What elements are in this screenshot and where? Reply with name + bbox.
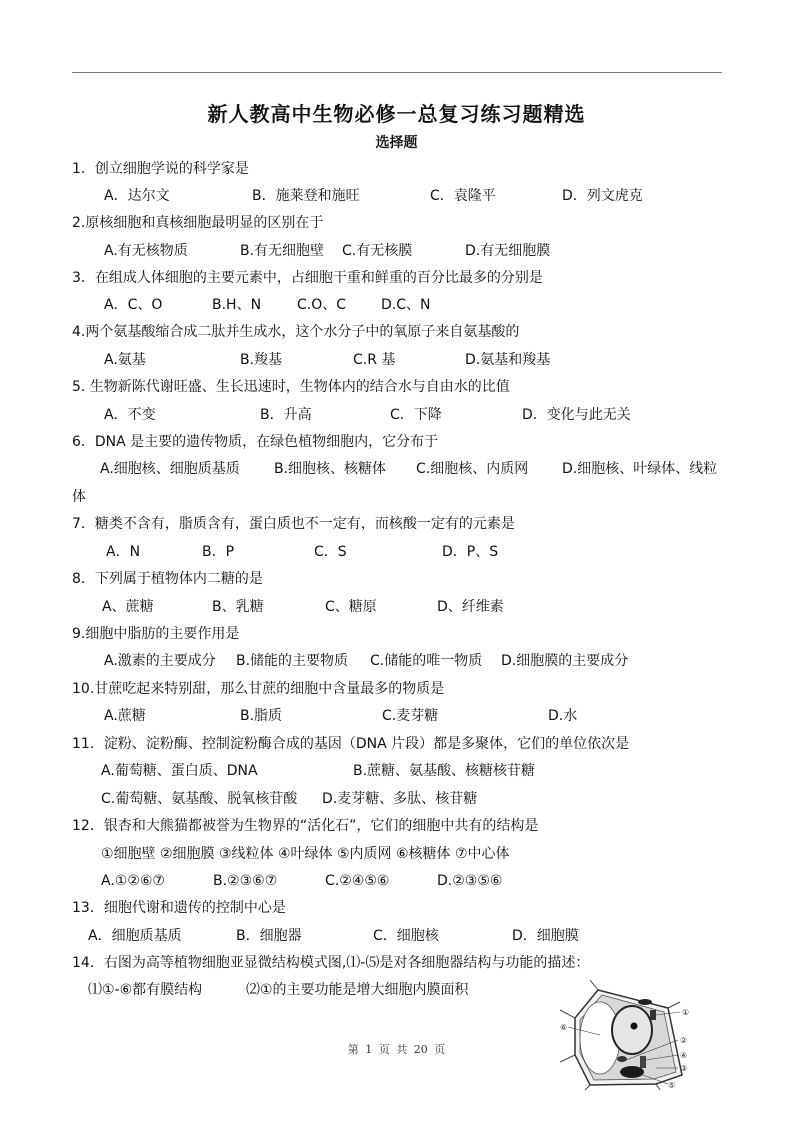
q13-option-b: B．细胞器 [236, 928, 302, 944]
section-heading: 选择题 [375, 135, 418, 151]
q11-option-d: D.麦芽糖、多肽、核苷糖 [322, 791, 478, 807]
q8-option-d: D、纤维素 [437, 599, 504, 615]
q14-statement-2: ⑵①的主要功能是增大细胞内膜面积 [246, 982, 469, 998]
q12-option-d: D.②③⑤⑥ [437, 873, 503, 889]
q7-option-c: C．S [314, 544, 347, 560]
q11-option-b: B.蔗糖、氨基酸、核糖核苷糖 [353, 763, 536, 779]
q8-option-c: C、糖原 [325, 599, 377, 615]
q13-option-c: C．细胞核 [373, 928, 439, 944]
q1-option-c: C．袁隆平 [430, 188, 496, 204]
q9-option-c: C.储能的唯一物质 [370, 653, 483, 669]
q3-option-a: A．C、O [104, 297, 163, 313]
q1-option-d: D．列文虎克 [562, 188, 643, 204]
q12-option-a: A.①②⑥⑦ [101, 873, 165, 889]
question-3-stem: 3．在组成人体细胞的主要元素中，占细胞干重和鲜重的百分比最多的分别是 [72, 270, 543, 286]
q12-option-c: C.②④⑤⑥ [325, 873, 390, 889]
q10-option-d: D.水 [548, 708, 578, 724]
q4-option-b: B.羧基 [240, 352, 283, 368]
q9-option-a: A.激素的主要成分 [104, 653, 216, 669]
page-footer: 第 1 页 共 20 页 [347, 1043, 446, 1056]
question-1-stem: 1．创立细胞学说的科学家是 [72, 161, 249, 177]
q1-option-a: A．达尔文 [104, 188, 170, 204]
q13-option-d: D．细胞膜 [512, 928, 579, 944]
q5-option-d: D．变化与此无关 [522, 407, 631, 423]
q6-option-d: D.细胞核、叶绿体、线粒 [562, 461, 718, 477]
question-9-stem: 9.细胞中脂肪的主要作用是 [72, 626, 240, 642]
q8-option-b: B、乳糖 [212, 599, 264, 615]
label-3: ③ [680, 1064, 688, 1073]
q11-option-c: C.葡萄糖、氨基酸、脱氧核苷酸 [101, 791, 298, 807]
label-5: ⑤ [668, 1081, 676, 1090]
question-8-stem: 8．下列属于植物体内二糖的是 [72, 571, 263, 587]
question-7-stem: 7．糖类不含有，脂质含有，蛋白质也不一定有，而核酸一定有的元素是 [72, 516, 515, 532]
q10-option-b: B.脂质 [240, 708, 283, 724]
label-2: ② [680, 1036, 688, 1045]
q2-option-d: D.有无细胞膜 [465, 243, 551, 259]
q9-option-b: B.储能的主要物质 [236, 653, 349, 669]
q12-option-b: B.②③⑥⑦ [213, 873, 278, 889]
label-6: ⑥ [560, 1023, 568, 1032]
q7-option-a: A．N [106, 544, 141, 560]
document-title: 新人教高中生物必修一总复习练习题精选 [207, 102, 586, 126]
q7-option-b: B．P [202, 544, 235, 560]
q4-option-c: C.R 基 [353, 352, 396, 368]
question-11-stem: 11．淀粉、淀粉酶、控制淀粉酶合成的基因（DNA 片段）都是多聚体，它们的单位依次是 [72, 736, 630, 752]
q11-option-a: A.葡萄糖、蛋白质、DNA [101, 763, 258, 779]
q8-option-a: A、蔗糖 [102, 599, 154, 615]
question-5-stem: 5. 生物新陈代谢旺盛、生长迅速时，生物体内的结合水与自由水的比值 [72, 379, 510, 395]
q6-option-a: A.细胞核、细胞质基质 [100, 461, 240, 477]
q3-option-c: C.O、C [297, 297, 347, 313]
question-14-stem: 14．右图为高等植物细胞亚显微结构模式图,⑴-⑸是对各细胞器结构与功能的描述： [72, 955, 590, 971]
q1-option-b: B．施莱登和施旺 [252, 188, 360, 204]
q2-option-a: A.有无核物质 [104, 243, 188, 259]
q6-option-b: B.细胞核、核糖体 [274, 461, 387, 477]
q2-option-c: C.有无核膜 [342, 243, 413, 259]
q10-option-a: A.蔗糖 [104, 708, 146, 724]
q6-option-d-wrap: 体 [72, 489, 86, 505]
q12-item-list: ①细胞壁 ②细胞膜 ③线粒体 ④叶绿体 ⑤内质网 ⑥核糖体 ⑦中心体 [101, 846, 510, 862]
q7-option-d: D．P、S [442, 544, 499, 560]
plant-cell-diagram-figure [560, 980, 710, 1100]
q4-option-a: A.氨基 [104, 352, 146, 368]
question-2-stem: 2.原核细胞和真核细胞最明显的区别在于 [72, 215, 324, 231]
q6-option-c: C.细胞核、内质网 [416, 461, 529, 477]
q3-option-d: D.C、N [381, 297, 431, 313]
q5-option-b: B．升高 [260, 407, 312, 423]
q13-option-a: A．细胞质基质 [88, 928, 182, 944]
q14-statement-1: ⑴①-⑥都有膜结构 [88, 982, 203, 998]
header-rule [72, 72, 722, 73]
q2-option-b: B.有无细胞壁 [240, 243, 325, 259]
question-4-stem: 4.两个氨基酸缩合成二肽并生成水，这个水分子中的氧原子来自氨基酸的 [72, 324, 520, 340]
question-13-stem: 13．细胞代谢和遗传的控制中心是 [72, 900, 286, 916]
q4-option-d: D.氨基和羧基 [465, 352, 551, 368]
q3-option-b: B.H、N [212, 297, 262, 313]
q5-option-c: C．下降 [390, 407, 442, 423]
question-10-stem: 10.甘蔗吃起来特别甜，那么甘蔗的细胞中含量最多的物质是 [72, 681, 445, 697]
q5-option-a: A．不变 [104, 407, 156, 423]
question-12-stem: 12．银杏和大熊猫都被誉为生物界的“活化石”，它们的细胞中共有的结构是 [72, 818, 539, 834]
q10-option-c: C.麦芽糖 [382, 708, 439, 724]
label-4: ④ [680, 1051, 688, 1060]
question-6-stem: 6．DNA 是主要的遗传物质，在绿色植物细胞内，它分布于 [72, 434, 439, 450]
q9-option-d: D.细胞膜的主要成分 [501, 653, 629, 669]
label-1: ① [682, 1008, 690, 1017]
